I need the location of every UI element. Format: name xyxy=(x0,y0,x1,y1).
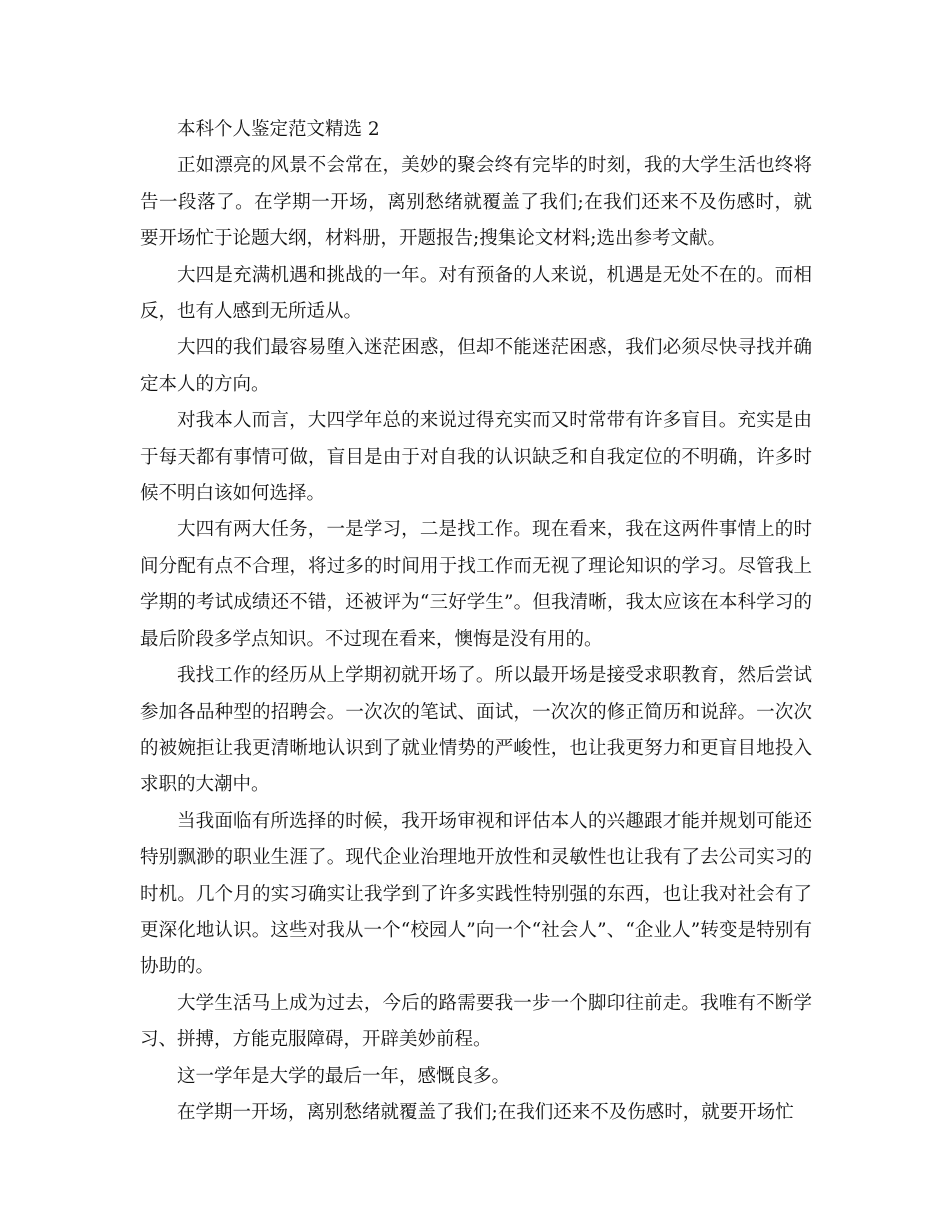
paragraph-1: 正如漂亮的风景不会常在，美妙的聚会终有完毕的时刻，我的大学生活也终将告一段落了。在学期一开场，离别愁绪就覆盖了我们;在我们还来不及伤感时，就要开场忙于论题大纲，材料册，开题报告;搜集论文材料;选出参考文献。 xyxy=(140,155,812,250)
paragraph-7: 当我面临有所选择的时候，我开场审视和评估本人的兴趣跟才能并规划可能还特别飘渺的职业生涯了。现代企业治理地开放性和灵敏性也让我有了去公司实习的时机。几个月的实习确实让我学到了许多实践性特别强的东西，也让我对社会有了更深化地认识。这些对我从一个“校园人”向一个“社会人”、“企业人”转变是特别有协助的。 xyxy=(140,810,812,978)
document-title: 本科个人鉴定范文精选 2 xyxy=(177,119,380,140)
paragraph-2: 大四是充满机遇和挑战的一年。对有预备的人来说，机遇是无处不在的。而相反，也有人感到无所适从。 xyxy=(140,264,812,323)
paragraph-5: 大四有两大任务，一是学习，二是找工作。现在看来，我在这两件事情上的时间分配有点不合理，将过多的时间用于找工作而无视了理论知识的学习。尽管我上学期的考试成绩还不错，还被评为“三好学生”。但我清晰，我太应该在本科学习的最后阶段多学点知识。不过现在看来，懊悔是没有用的。 xyxy=(140,519,812,650)
paragraph-8: 大学生活马上成为过去，今后的路需要我一步一个脚印往前走。我唯有不断学习、拼搏，方能克服障碍，开辟美妙前程。 xyxy=(140,992,812,1051)
paragraph-10: 在学期一开场，离别愁绪就覆盖了我们;在我们还来不及伤感时，就要开场忙 xyxy=(177,1101,794,1123)
paragraph-9: 这一学年是大学的最后一年，感慨良多。 xyxy=(177,1065,511,1087)
paragraph-3: 大四的我们最容易堕入迷茫困惑，但却不能迷茫困惑，我们必须尽快寻找并确定本人的方向。 xyxy=(140,337,812,395)
paragraph-6: 我找工作的经历从上学期初就开场了。所以最开场是接受求职教育，然后尝试参加各品种型的招聘会。一次次的笔试、面试，一次次的修正简历和说辞。一次次的被婉拒让我更清晰地认识到了就业情势的严峻性，也让我更努力和更盲目地投入求职的大潮中。 xyxy=(140,665,812,796)
paragraph-4: 对我本人而言，大四学年总的来说过得充实而又时常带有许多盲目。充实是由于每天都有事情可做，盲目是由于对自我的认识缺乏和自我定位的不明确，许多时候不明白该如何选择。 xyxy=(140,410,812,505)
document-page xyxy=(140,112,812,1131)
